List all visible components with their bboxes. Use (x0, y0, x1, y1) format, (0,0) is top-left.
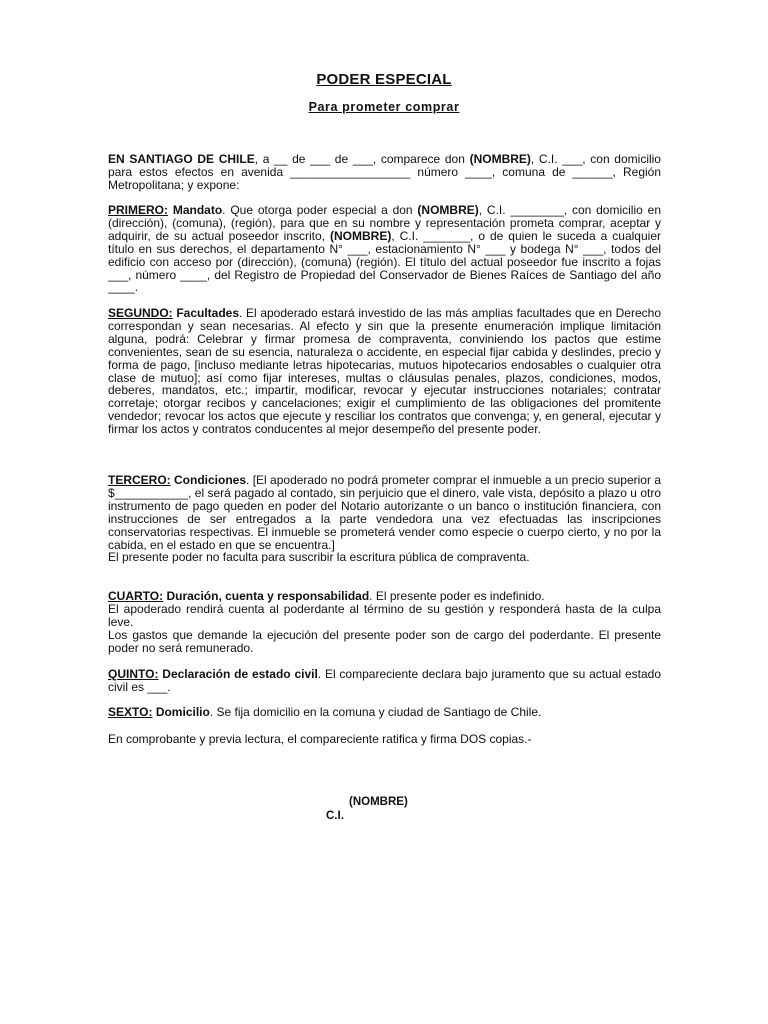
clause-cuarto (108, 590, 661, 655)
clause-primero-text-2: , C.I. ________, con domicilio en (dirección), (comuna), (región), para que en su nombre y representación prometa comprar, aceptar y adquirir, de su actual poseedor inscrito, (108, 203, 661, 243)
intro-name: (NOMBRE) (469, 152, 531, 166)
clause-cuarto-heading: CUARTO: (108, 589, 164, 603)
clause-cuarto-title: Duración, cuenta y responsabilidad (166, 589, 370, 603)
document-subtitle: Para prometer comprar (308, 100, 460, 114)
clause-cuarto-line-3: Los gastos que demande la ejecución del presente poder son de cargo del poderdante. El presente poder no será remunerado. (108, 627, 661, 655)
signature-name: (NOMBRE) (349, 796, 408, 808)
clause-tercero-text: . [El apoderado no podrá prometer comprar el inmueble a un precio superior a $___________, el será pagado al contado, sin perjuicio que el dinero, vale vista, depósito a plazo u otro instrumento de pago queden en poder del Notario autorizante o un banco o institución financiera, con instrucciones de ser entregados a la parte vendedora una vez efectuadas las inscripciones conservatorias respectivas. El inmueble se prometerá vender como especie o cuerpo cierto, y no por la cabida, en el estado en que se encuentra.] (108, 473, 661, 552)
clause-sexto (108, 706, 661, 719)
clause-quinto-title: Declaración de estado civil (162, 667, 318, 681)
clause-primero-heading: PRIMERO: (108, 203, 168, 217)
clause-quinto-text: . El compareciente declara bajo juramento que su actual estado civil es ___. (108, 667, 661, 694)
closing-paragraph (108, 733, 661, 746)
clause-primero-text-3: , C.I. _______, o de quien le suceda a cualquier título en sus derechos, el departamento N° ___, estacionamiento N° ___ y bodega N° ___, todos del edificio con acceso por (dirección), (comuna) (región). El título del actual poseedor fue inscrito a fojas ___, número ____, del Registro de Propiedad del Conservador de Bienes Raíces de Santiago del año ____. (108, 228, 661, 295)
clause-tercero (108, 474, 661, 564)
intro-text-1: , a __ de ___ de ___, comparece don (254, 152, 470, 166)
clause-quinto (108, 668, 661, 694)
intro-paragraph (108, 153, 661, 192)
clause-segundo-title: Facultades (176, 306, 240, 320)
clause-sexto-heading: SEXTO: (108, 705, 153, 719)
clause-cuarto-line-2: El apoderado rendirá cuenta al poderdante al término de su gestión y responderá hasta de la culpa leve. (108, 601, 661, 629)
clause-segundo-text: . El apoderado estará investido de las más amplias facultades que en Derecho correspondan y sean necesarias. Al efecto y sin que la presente enumeración implique limitación alguna, podrá: Celebrar y firmar promesa de compraventa, conviniendo los pactos que estime convenientes, sean de su esencia, naturaleza o accidente, en especial fijar cabida y deslindes, precio y forma de pago, [incluso mediante letras hipotecarias, mutuos hipotecarios endosables o cualquier otra clase de mutuo]; así como fijar intereses, multas o cláusulas penales, plazos, condiciones, modos, deberes, mandatos, etc.; impartir, modificar, revocar y ejecutar instrucciones notariales; contratar corretaje; otorgar recibos y cancelaciones; exigir el cumplimiento de las obligaciones del promitente vendedor; revocar los actos que ejecute y resciliar los contratos que convenga; y, en general, ejecutar y firmar los actos y contratos conducentes al mejor desempeño del presente poder. (108, 306, 662, 437)
clause-primero-text-1: . Que otorga poder especial a don (222, 203, 418, 217)
clause-tercero-title: Condiciones (174, 473, 247, 487)
clause-tercero-note: El presente poder no faculta para suscribir la escritura pública de compraventa. (108, 550, 530, 565)
clause-segundo (108, 307, 661, 436)
clause-segundo-heading: SEGUNDO: (108, 306, 173, 320)
signature-ci: C.I. (326, 810, 344, 822)
clause-primero-name-1: (NOMBRE) (417, 203, 479, 217)
clause-quinto-heading: QUINTO: (108, 667, 159, 681)
document-title: PODER ESPECIAL (316, 71, 452, 88)
intro-lead: EN SANTIAGO DE CHILE (108, 152, 255, 166)
clause-cuarto-text: . El presente poder es indefinido. (369, 589, 545, 603)
intro-text-2: , C.I. ___, con domicilio para estos efectos en avenida __________________ número ____, comuna de ______, Región Metropolitana; y expone: (108, 152, 661, 192)
clause-primero-name-2: (NOMBRE) (330, 228, 392, 243)
closing-text: En comprobante y previa lectura, el compareciente ratifica y firma DOS copias.- (108, 732, 532, 746)
clause-primero (108, 204, 661, 294)
clause-primero-title: Mandato (172, 203, 223, 217)
clause-sexto-title: Domicilio (155, 705, 210, 719)
clause-tercero-heading: TERCERO: (108, 473, 171, 487)
clause-sexto-text: . Se fija domicilio en la comuna y ciudad de Santiago de Chile. (209, 705, 542, 719)
